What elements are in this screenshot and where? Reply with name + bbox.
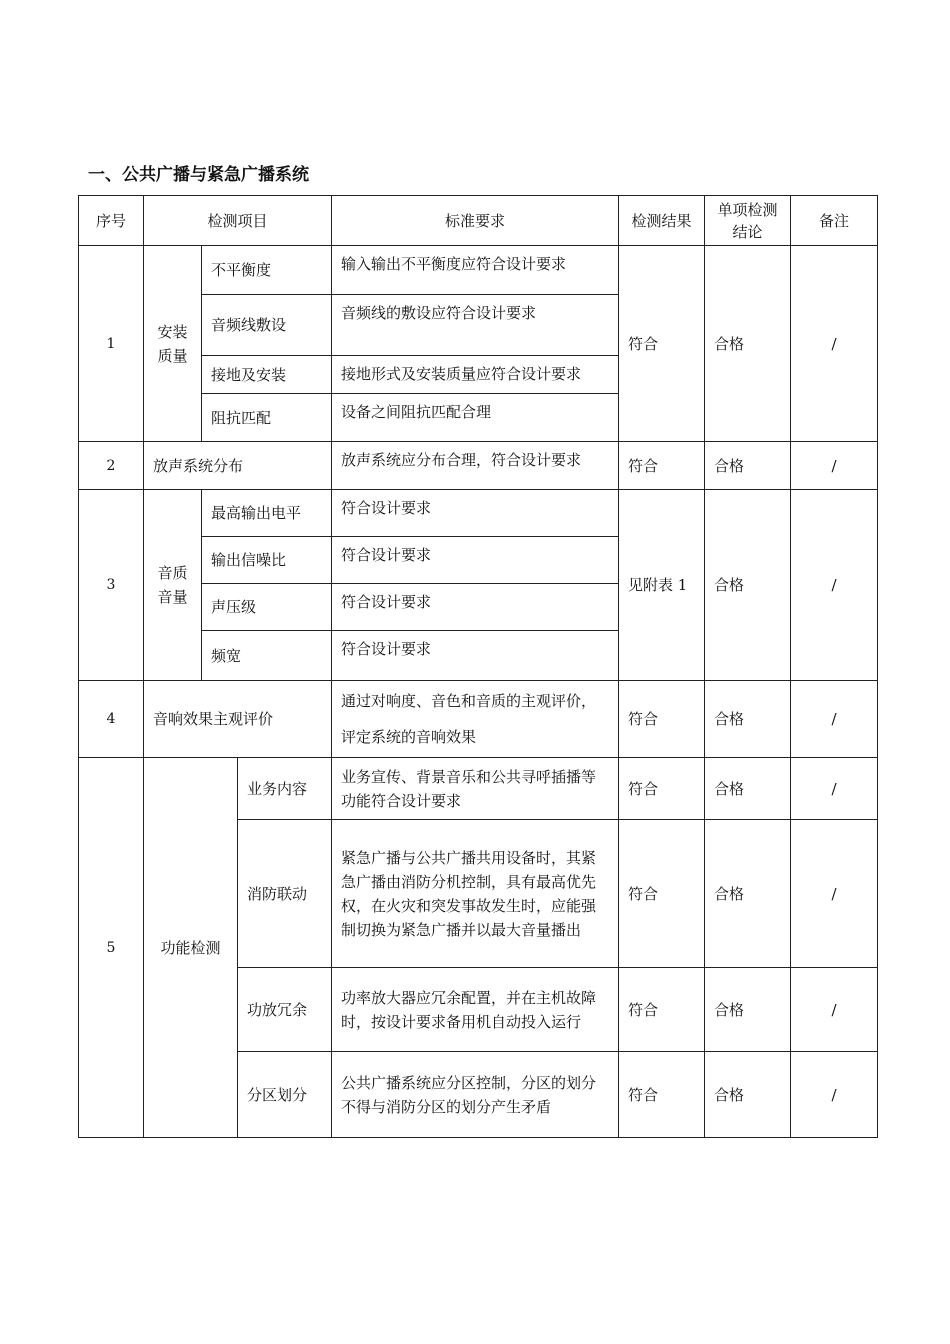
- remark-cell: /: [791, 442, 878, 490]
- standard-cell: 公共广播系统应分区控制，分区的划分不得与消防分区的划分产生矛盾: [332, 1052, 619, 1138]
- row-number: 5: [79, 758, 144, 1138]
- standard-cell: 放声系统应分布合理，符合设计要求: [332, 442, 619, 490]
- category-cell: 功能检测: [144, 758, 238, 1138]
- conclusion-cell: 合格: [705, 820, 791, 968]
- remark-cell: /: [791, 820, 878, 968]
- remark-cell: /: [791, 246, 878, 442]
- remark-cell: /: [791, 1052, 878, 1138]
- standard-cell: 符合设计要求: [332, 537, 619, 584]
- item-name: 输出信噪比: [202, 537, 332, 584]
- result-cell: 符合: [619, 820, 705, 968]
- item-name: 声压级: [202, 584, 332, 631]
- conclusion-cell: 合格: [705, 442, 791, 490]
- standard-cell: 输入输出不平衡度应符合设计要求: [332, 246, 619, 295]
- inspection-table: [78, 195, 878, 1138]
- table-row: [79, 246, 878, 295]
- row-number: 4: [79, 681, 144, 758]
- header-conclusion: 单项检测结论: [705, 196, 791, 246]
- standard-cell: 紧急广播与公共广播共用设备时，其紧急广播由消防分机控制，具有最高优先权，在火灾和突发事故发生时，应能强制切换为紧急广播并以最大音量播出: [332, 820, 619, 968]
- standard-cell: 符合设计要求: [332, 631, 619, 681]
- table-row: [79, 490, 878, 537]
- result-cell: 符合: [619, 681, 705, 758]
- item-name: 接地及安装: [202, 356, 332, 394]
- row-number: 1: [79, 246, 144, 442]
- category-cell: 音质音量: [144, 490, 202, 681]
- result-cell: 符合: [619, 968, 705, 1052]
- item-name: 放声系统分布: [144, 442, 332, 490]
- item-name: 阻抗匹配: [202, 394, 332, 442]
- standard-cell: 通过对响度、音色和音质的主观评价，评定系统的音响效果: [332, 681, 619, 758]
- conclusion-cell: 合格: [705, 490, 791, 681]
- section-title: 一、公共广播与紧急广播系统: [88, 165, 309, 185]
- standard-cell: 功率放大器应冗余配置，并在主机故障时，按设计要求备用机自动投入运行: [332, 968, 619, 1052]
- standard-cell: 设备之间阻抗匹配合理: [332, 394, 619, 442]
- item-name: 业务内容: [238, 758, 332, 820]
- standard-cell: 符合设计要求: [332, 584, 619, 631]
- item-name: 频宽: [202, 631, 332, 681]
- result-cell: 见附表 1: [619, 490, 705, 681]
- header-remark: 备注: [791, 196, 878, 246]
- conclusion-cell: 合格: [705, 681, 791, 758]
- header-row: [79, 196, 878, 246]
- standard-cell: 音频线的敷设应符合设计要求: [332, 295, 619, 356]
- standard-cell: 符合设计要求: [332, 490, 619, 537]
- header-result: 检测结果: [619, 196, 705, 246]
- item-name: 功放冗余: [238, 968, 332, 1052]
- result-cell: 符合: [619, 442, 705, 490]
- standard-cell: 接地形式及安装质量应符合设计要求: [332, 356, 619, 394]
- conclusion-cell: 合格: [705, 968, 791, 1052]
- remark-cell: /: [791, 968, 878, 1052]
- conclusion-cell: 合格: [705, 246, 791, 442]
- row-number: 3: [79, 490, 144, 681]
- result-cell: 符合: [619, 246, 705, 442]
- row-number: 2: [79, 442, 144, 490]
- result-cell: 符合: [619, 1052, 705, 1138]
- header-no: 序号: [79, 196, 144, 246]
- category-cell: 安装质量: [144, 246, 202, 442]
- table-row: [79, 681, 878, 758]
- remark-cell: /: [791, 490, 878, 681]
- table-row: [79, 442, 878, 490]
- item-name: 分区划分: [238, 1052, 332, 1138]
- conclusion-cell: 合格: [705, 1052, 791, 1138]
- item-name: 音频线敷设: [202, 295, 332, 356]
- conclusion-cell: 合格: [705, 758, 791, 820]
- remark-cell: /: [791, 681, 878, 758]
- item-name: 音响效果主观评价: [144, 681, 332, 758]
- header-item: 检测项目: [144, 196, 332, 246]
- header-standard: 标准要求: [332, 196, 619, 246]
- item-name: 不平衡度: [202, 246, 332, 295]
- remark-cell: /: [791, 758, 878, 820]
- table-row: [79, 758, 878, 820]
- item-name: 消防联动: [238, 820, 332, 968]
- result-cell: 符合: [619, 758, 705, 820]
- standard-cell: 业务宣传、背景音乐和公共寻呼插播等功能符合设计要求: [332, 758, 619, 820]
- item-name: 最高输出电平: [202, 490, 332, 537]
